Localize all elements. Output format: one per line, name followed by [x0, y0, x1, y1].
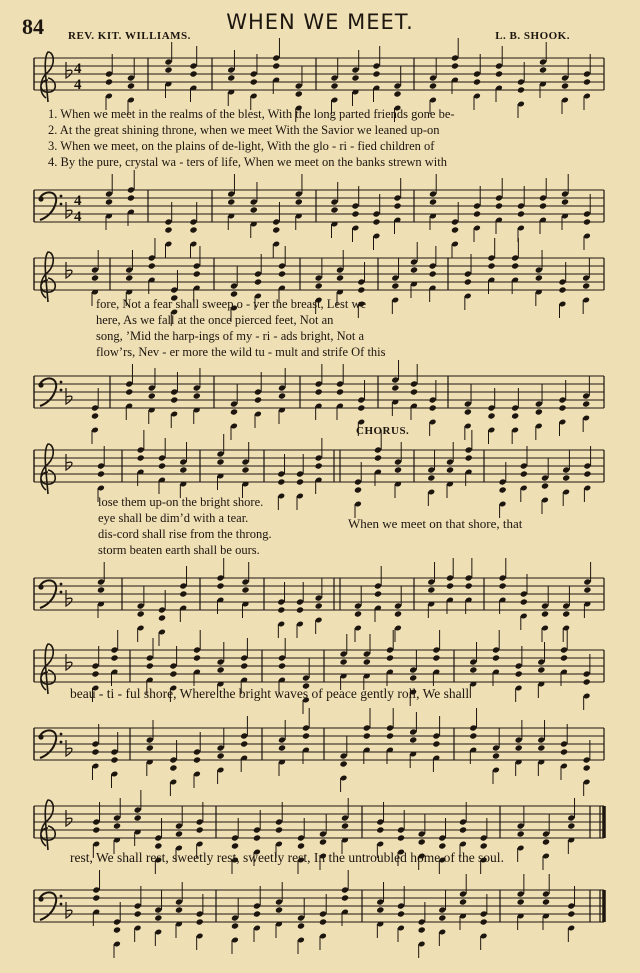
notehead [341, 822, 349, 829]
lyric-line: flow’rs, Nev - er more the wild tu - mult and strife Of this [96, 345, 386, 359]
notehead [250, 78, 258, 85]
bass-staff [0, 180, 640, 240]
notehead [438, 842, 446, 849]
lyrics-system-1 [48, 106, 455, 170]
notehead [175, 906, 183, 913]
notehead [391, 282, 399, 289]
bass-clef-icon [60, 203, 63, 206]
notehead [393, 90, 401, 97]
notehead [297, 842, 305, 849]
notehead [272, 226, 280, 233]
notehead [469, 732, 477, 739]
notehead [487, 412, 495, 419]
time-signature: 4 [74, 193, 82, 209]
flat-icon [66, 62, 72, 78]
bass-staff [0, 880, 640, 940]
treble-clef-icon [41, 252, 55, 302]
hymn-title: WHEN WE MEET. [226, 10, 414, 34]
lyric-line: here, As we fall at the once pierced feet, Not an [96, 313, 334, 327]
notehead [583, 678, 591, 685]
flat-icon [66, 590, 72, 606]
notehead [535, 274, 543, 281]
notehead [410, 388, 418, 395]
notehead [567, 822, 575, 829]
time-signature: 4 [74, 61, 82, 77]
notehead [469, 666, 477, 673]
notehead [541, 482, 549, 489]
notehead [386, 732, 394, 739]
notehead [351, 74, 359, 81]
notehead [336, 274, 344, 281]
flat-icon [66, 262, 72, 278]
notehead [357, 286, 365, 293]
notehead [432, 740, 440, 747]
notehead [374, 454, 382, 461]
lyric-line: fore, Not a fear shall sweep o - ver the breast, Lest we [96, 297, 367, 311]
notehead [175, 830, 183, 837]
notehead [216, 582, 224, 589]
treble-clef-icon [41, 52, 55, 102]
notehead [158, 462, 166, 469]
notehead [275, 826, 283, 833]
notehead [429, 198, 437, 205]
lyric-line: beau - ti - ful shore, Where the bright waves of peace gently roll, We shall [70, 686, 470, 701]
notehead [137, 610, 145, 617]
notehead [409, 674, 417, 681]
bass-clef-icon [60, 591, 63, 594]
notehead [558, 286, 566, 293]
bass-clef-icon [60, 741, 63, 744]
flat-icon [66, 654, 72, 670]
notehead [409, 736, 417, 743]
notehead [351, 210, 359, 217]
notehead [315, 388, 323, 395]
notehead [340, 658, 348, 665]
notehead [164, 226, 172, 233]
time-signature: 4 [74, 77, 82, 93]
notehead [91, 748, 99, 755]
lyric-line: eye shall be dim’d with a tear. [98, 511, 249, 525]
bass-clef-icon [38, 734, 43, 739]
flat-icon [66, 810, 72, 826]
notehead [492, 654, 500, 661]
notehead [92, 826, 100, 833]
notehead [397, 834, 405, 841]
notehead [517, 898, 525, 905]
notehead [319, 838, 327, 845]
notehead [562, 474, 570, 481]
notehead [520, 470, 528, 477]
notehead [394, 466, 402, 473]
flat-icon [66, 902, 72, 918]
notehead [315, 602, 323, 609]
notehead [511, 412, 519, 419]
notehead [561, 82, 569, 89]
notehead [515, 744, 523, 751]
notehead [127, 82, 135, 89]
notehead [241, 586, 249, 593]
notehead [517, 86, 525, 93]
notehead [354, 486, 362, 493]
notehead [582, 282, 590, 289]
notehead [272, 62, 280, 69]
notehead [231, 842, 239, 849]
flat-icon [66, 388, 72, 404]
notehead [487, 262, 495, 269]
notehead [91, 274, 99, 281]
notehead [464, 278, 472, 285]
notehead [480, 918, 488, 925]
notehead [376, 906, 384, 913]
treble-clef-icon [41, 800, 55, 850]
notehead [446, 466, 454, 473]
bass-clef-icon [60, 733, 63, 736]
notehead [562, 610, 570, 617]
lyricist-credit: REV. KIT. WILLIAMS. [68, 30, 191, 42]
notehead [542, 898, 550, 905]
flat-icon [66, 202, 72, 218]
composer-credit: L. B. SHOOK. [495, 30, 570, 42]
notehead [391, 384, 399, 391]
notehead [189, 226, 197, 233]
notehead [146, 662, 154, 669]
notehead [429, 82, 437, 89]
notehead [459, 898, 467, 905]
notehead [241, 466, 249, 473]
notehead [193, 270, 201, 277]
lyric-line: 4. By the pure, crystal wa - ters of life, When we meet on the banks strewn with [48, 155, 447, 169]
notehead [464, 408, 472, 415]
notehead [583, 78, 591, 85]
notehead [277, 606, 285, 613]
notehead [480, 842, 488, 849]
chorus-lyric-line: When we meet on that shore, that [348, 516, 523, 531]
treble-clef-icon [41, 444, 55, 494]
page-number: 84 [22, 14, 44, 39]
notehead [315, 282, 323, 289]
notehead [253, 910, 261, 917]
notehead [216, 458, 224, 465]
flat-icon [66, 454, 72, 470]
notehead [193, 392, 201, 399]
lyric-line: song, ’Mid the harp-ings of my - ri - ads bright, Not a [96, 329, 365, 343]
bass-staff [0, 568, 640, 628]
bass-clef-icon [38, 382, 43, 387]
notehead [278, 662, 286, 669]
time-signature: 4 [74, 209, 82, 225]
treble-staff [0, 796, 640, 856]
notehead [427, 474, 435, 481]
notehead [125, 388, 133, 395]
notehead [193, 756, 201, 763]
notehead [446, 582, 454, 589]
notehead [110, 654, 118, 661]
treble-staff [0, 48, 640, 108]
notehead [169, 764, 177, 771]
notehead [275, 906, 283, 913]
notehead [363, 732, 371, 739]
notehead [499, 582, 507, 589]
notehead [230, 408, 238, 415]
notehead [520, 598, 528, 605]
bass-staff [0, 366, 640, 426]
notehead [254, 396, 262, 403]
notehead [372, 218, 380, 225]
notehead [189, 70, 197, 77]
notehead [583, 764, 591, 771]
notehead [560, 748, 568, 755]
lyric-line: 1. When we meet in the realms of the blest, With the long parted friends gone be- [48, 107, 455, 121]
notehead [451, 226, 459, 233]
notehead [582, 400, 590, 407]
lyric-line: 2. At the great shining throne, when we meet With the Savior we leaned up-on [48, 123, 440, 137]
notehead [535, 408, 543, 415]
notehead [170, 396, 178, 403]
notehead [376, 826, 384, 833]
notehead [240, 740, 248, 747]
notehead [499, 486, 507, 493]
lyric-line: dis-cord shall rise from the throng. [98, 527, 272, 541]
notehead [227, 74, 235, 81]
notehead [278, 392, 286, 399]
notehead [567, 910, 575, 917]
notehead [97, 586, 105, 593]
notehead [253, 834, 261, 841]
notehead [296, 606, 304, 613]
lyrics-system-4 [70, 686, 469, 702]
notehead [196, 918, 204, 925]
notehead [374, 590, 382, 597]
treble-clef-icon [41, 644, 55, 694]
notehead [451, 62, 459, 69]
notehead [240, 662, 248, 669]
notehead [148, 262, 156, 269]
notehead [517, 830, 525, 837]
notehead [583, 470, 591, 477]
bass-clef-icon [60, 389, 63, 392]
notehead [465, 454, 473, 461]
notehead [330, 206, 338, 213]
notehead [91, 412, 99, 419]
notehead [473, 210, 481, 217]
notehead [539, 66, 547, 73]
notehead [134, 910, 142, 917]
notehead [91, 670, 99, 677]
notehead [394, 610, 402, 617]
notehead [330, 82, 338, 89]
notehead [541, 610, 549, 617]
notehead [297, 922, 305, 929]
chorus-label: CHORUS. [356, 425, 410, 437]
notehead [465, 582, 473, 589]
notehead [495, 70, 503, 77]
notehead [363, 658, 371, 665]
notehead [438, 914, 446, 921]
notehead [386, 654, 394, 661]
notehead [357, 404, 365, 411]
flat-icon [66, 740, 72, 756]
notehead [296, 478, 304, 485]
notehead [97, 470, 105, 477]
notehead [495, 202, 503, 209]
notehead [418, 926, 426, 933]
notehead [427, 586, 435, 593]
notehead [231, 922, 239, 929]
notehead [196, 826, 204, 833]
notehead [110, 756, 118, 763]
notehead [254, 278, 262, 285]
notehead [583, 586, 591, 593]
notehead [134, 814, 142, 821]
notehead [148, 392, 156, 399]
notehead [169, 670, 177, 677]
notehead [278, 270, 286, 277]
notehead [113, 822, 121, 829]
notehead [105, 78, 113, 85]
notehead [340, 760, 348, 767]
notehead [492, 752, 500, 759]
lyrics-system-3 [98, 494, 272, 558]
notehead [372, 70, 380, 77]
notehead [537, 666, 545, 673]
notehead [319, 918, 327, 925]
lyric-line: lose them up-on the bright shore. [98, 495, 264, 509]
treble-staff [0, 440, 640, 500]
notehead [583, 218, 591, 225]
notehead [515, 670, 523, 677]
bass-clef-icon [60, 195, 63, 198]
notehead [537, 744, 545, 751]
lyric-line: storm beaten earth shall be ours. [98, 543, 260, 557]
notehead [137, 454, 145, 461]
notehead [341, 894, 349, 901]
bass-staff [0, 718, 640, 778]
notehead [429, 270, 437, 277]
notehead [354, 610, 362, 617]
bass-clef-icon [60, 583, 63, 586]
notehead [418, 838, 426, 845]
notehead [217, 752, 225, 759]
notehead [154, 914, 162, 921]
notehead [127, 194, 135, 201]
notehead [113, 926, 121, 933]
notehead [561, 198, 569, 205]
notehead [250, 206, 258, 213]
lyrics-system-2 [96, 296, 386, 360]
notehead [558, 404, 566, 411]
notehead [511, 262, 519, 269]
notehead [473, 78, 481, 85]
notehead [125, 274, 133, 281]
notehead [154, 842, 162, 849]
notehead [517, 210, 525, 217]
notehead [105, 198, 113, 205]
notehead [164, 66, 172, 73]
notehead [315, 462, 323, 469]
notehead [278, 744, 286, 751]
bass-clef-icon [60, 381, 63, 384]
lyric-line: rest, We shall rest, sweetly rest, sweetly rest, In the untroubled home of the soul. [70, 850, 504, 865]
lyrics-system-5 [70, 850, 504, 866]
notehead [277, 478, 285, 485]
bass-clef-icon [38, 896, 43, 901]
notehead [227, 198, 235, 205]
notehead [158, 614, 166, 621]
notehead [217, 666, 225, 673]
notehead [459, 826, 467, 833]
notehead [429, 404, 437, 411]
bass-clef-icon [38, 584, 43, 589]
notehead [539, 202, 547, 209]
notehead [193, 654, 201, 661]
notehead [92, 894, 100, 901]
notehead [146, 744, 154, 751]
bass-clef-icon [38, 196, 43, 201]
notehead [295, 198, 303, 205]
notehead [542, 838, 550, 845]
notehead [397, 910, 405, 917]
bass-clef-icon [60, 903, 63, 906]
notehead [179, 466, 187, 473]
notehead [295, 90, 303, 97]
notehead [560, 654, 568, 661]
notehead [432, 654, 440, 661]
notehead [336, 388, 344, 395]
notehead [179, 590, 187, 597]
notehead [410, 266, 418, 273]
notehead [393, 202, 401, 209]
lyric-line: 3. When we meet, on the plains of de-light, With the glo - ri - fied children of [48, 139, 435, 153]
notehead [302, 732, 310, 739]
bass-clef-icon [60, 895, 63, 898]
